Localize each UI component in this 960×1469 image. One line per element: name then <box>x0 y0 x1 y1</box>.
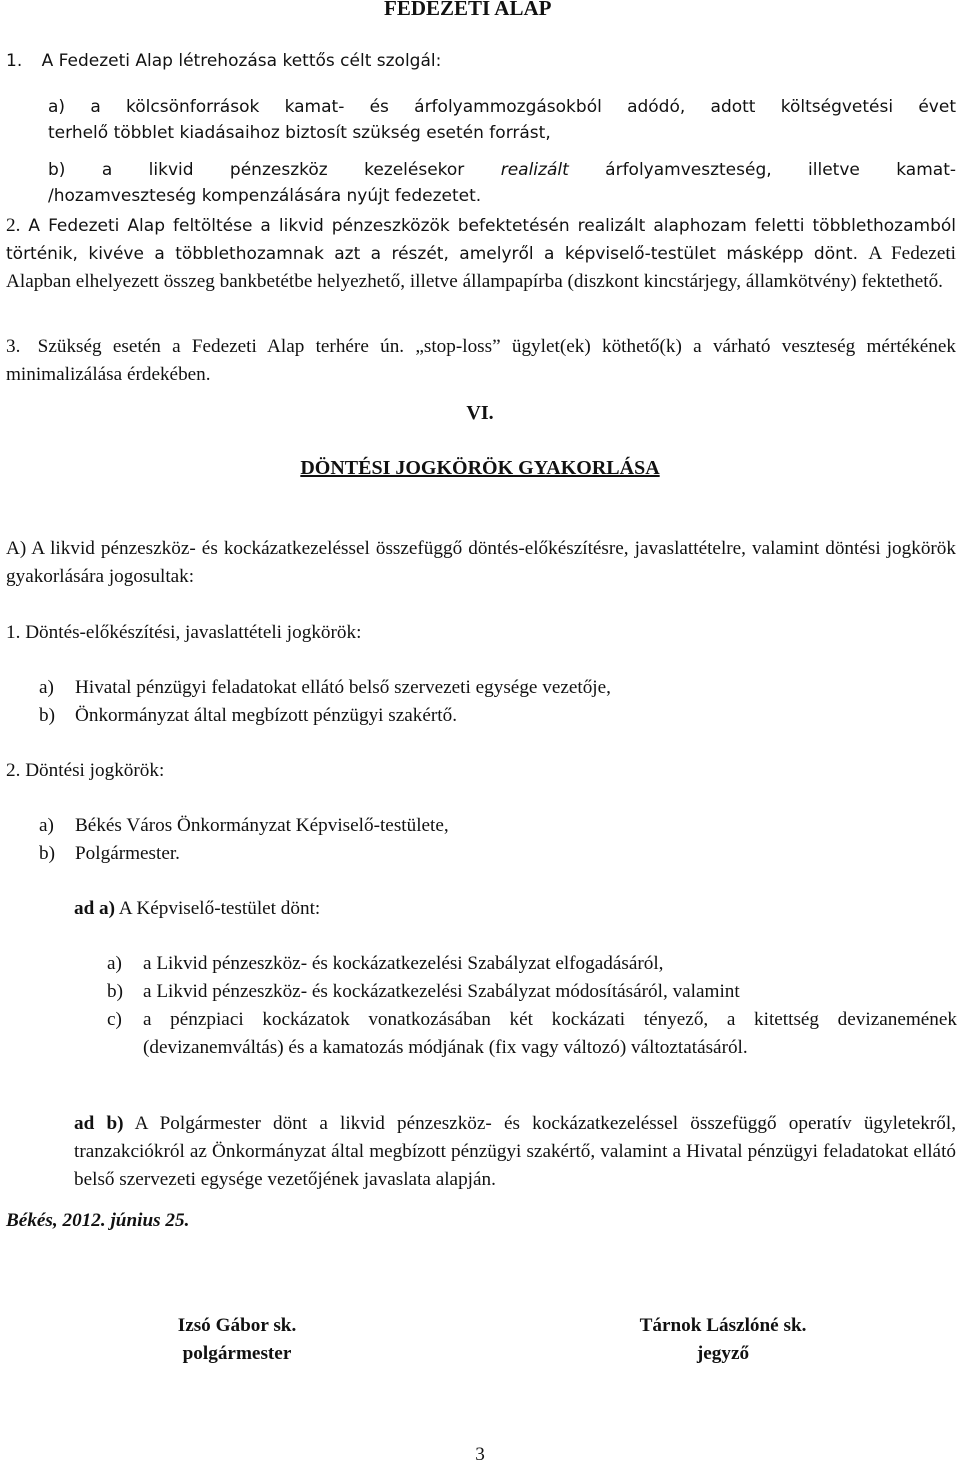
point-1b-line1 <box>48 156 956 184</box>
point-2 <box>6 212 956 296</box>
signature-name: Izsó Gábor sk. <box>177 1315 297 1336</box>
ad-a-heading <box>74 895 320 923</box>
ad-a-bold: ad a) <box>74 898 116 919</box>
point-3 <box>6 333 956 389</box>
point-1-text: A Fedezeti Alap létrehozása kettős célt szolgál: <box>41 51 442 71</box>
point-2-text-b: A Fedezeti Alapban elhelyezett összeg bankbetétbe helyezhető, illetve állampapírba (diszkont kincstárjegy, államkötvény) fektethető. <box>6 243 957 292</box>
ad-b-text: A Polgármester dönt a likvid pénzeszköz- és kockázatkezeléssel összefüggő operatív ügyletekről, tranzakciókról az Önkormányzat által megbízott pénzügyi szakértő, valamint a Hivatal pénzügyi feladatokat ellátó belső szervezeti egysége vezetőjének javaslata alapján. <box>74 1113 956 1190</box>
signature-mayor <box>112 1312 362 1368</box>
list-item-label: a) <box>39 677 54 698</box>
point-1a-text: a kölcsönforrások kamat- és árfolyammozgásokból adódó, adott költségvetési évet <box>90 97 956 117</box>
point-1a <box>48 93 956 147</box>
point-1b-line2: /hozamveszteség kompenzálására nyújt fedezetet. <box>48 186 482 206</box>
list-item <box>107 950 957 978</box>
signature-role: jegyző <box>696 1343 750 1364</box>
list-item-text: Önkormányzat által megbízott pénzügyi szakértő. <box>75 705 458 726</box>
list-item-text: a pénzpiaci kockázatok vonatkozásában két kockázati tényező, a kitettség devizanemének (devizanemváltás) és a kamatozás módjának (fix vagy változó) változtatásáról. <box>143 1009 957 1058</box>
list-item-label: b) <box>39 705 55 726</box>
list-item-label: a) <box>107 953 122 974</box>
section-title: DÖNTÉSI JOGKÖRÖK GYAKORLÁSA <box>300 457 660 479</box>
list-item-label: b) <box>107 981 123 1002</box>
point-1a-label: a) <box>48 97 66 117</box>
list-item-label: a) <box>39 815 54 836</box>
list-item <box>39 702 939 730</box>
list-item <box>39 840 939 868</box>
point-1b-italic: realizált <box>500 160 569 180</box>
list-item <box>107 1006 957 1062</box>
list-item-label: c) <box>107 1009 122 1030</box>
point-1b <box>48 156 956 210</box>
section-header: FEDEZETI ALAP <box>384 0 552 20</box>
point-1a-line2: terhelő többlet kiadásaihoz biztosít szükség esetén forrást, <box>48 123 551 143</box>
signature-name: Tárnok Lászlóné sk. <box>639 1315 807 1336</box>
date-line: Békés, 2012. június 25. <box>6 1210 190 1231</box>
signature-role: polgármester <box>182 1343 292 1364</box>
intro-paragraph: A) A likvid pénzeszköz- és kockázatkezeléssel összefüggő döntés-előkészítésre, javaslattételre, valamint döntési jogkörök gyakorlására jogosultak: <box>6 538 956 587</box>
section-number: VI. <box>466 402 494 424</box>
list-item <box>39 812 939 840</box>
ad-a-list <box>107 950 957 1062</box>
list-item-text: a Likvid pénzeszköz- és kockázatkezelési Szabályzat módosításáról, valamint <box>143 981 740 1002</box>
ad-a-text: A Képviselő-testület dönt: <box>118 898 321 919</box>
point-1a-line1 <box>48 93 956 121</box>
list-item <box>39 674 939 702</box>
group-2-heading: 2. Döntési jogkörök: <box>6 760 165 781</box>
group-1-heading: 1. Döntés-előkészítési, javaslattételi jogkörök: <box>6 622 362 643</box>
point-1-number: 1. <box>6 51 23 71</box>
signature-notary <box>593 1312 853 1368</box>
ad-b-bold: ad b) <box>74 1113 124 1134</box>
point-1b-label: b) <box>48 160 66 180</box>
point-1b-text-post: árfolyamveszteség, illetve kamat- <box>605 160 957 180</box>
list-item <box>107 978 957 1006</box>
point-2-text: A Fedezeti Alap feltöltése a likvid pénzeszközök befektetésén realizált alaphozam feletti többlethozamból történik, kivéve a többlethozamnak azt a részét, amelyről a képviselő-testület másképp dönt. <box>6 216 957 264</box>
list-item-text: Hivatal pénzügyi feladatokat ellátó belső szervezeti egysége vezetője, <box>75 677 611 698</box>
page-number: 3 <box>475 1444 485 1465</box>
point-1 <box>6 47 956 75</box>
point-2-number: 2. <box>6 215 21 236</box>
group-1-list <box>39 674 939 730</box>
list-item-text: a Likvid pénzeszköz- és kockázatkezelési Szabályzat elfogadásáról, <box>143 953 664 974</box>
point-1b-text-pre: a likvid pénzeszköz kezelésekor <box>101 160 465 180</box>
list-item-text: Polgármester. <box>75 843 180 864</box>
point-3-text: Szükség esetén a Fedezeti Alap terhére ún. „stop-loss” ügylet(ek) köthető(k) a várható veszteség mértékének minimalizálása érdekében. <box>6 336 956 385</box>
group-2-list <box>39 812 939 868</box>
ad-b-paragraph <box>74 1110 956 1194</box>
point-3-number: 3. <box>6 336 21 357</box>
list-item-text: Békés Város Önkormányzat Képviselő-testülete, <box>75 815 449 836</box>
list-item-label: b) <box>39 843 55 864</box>
